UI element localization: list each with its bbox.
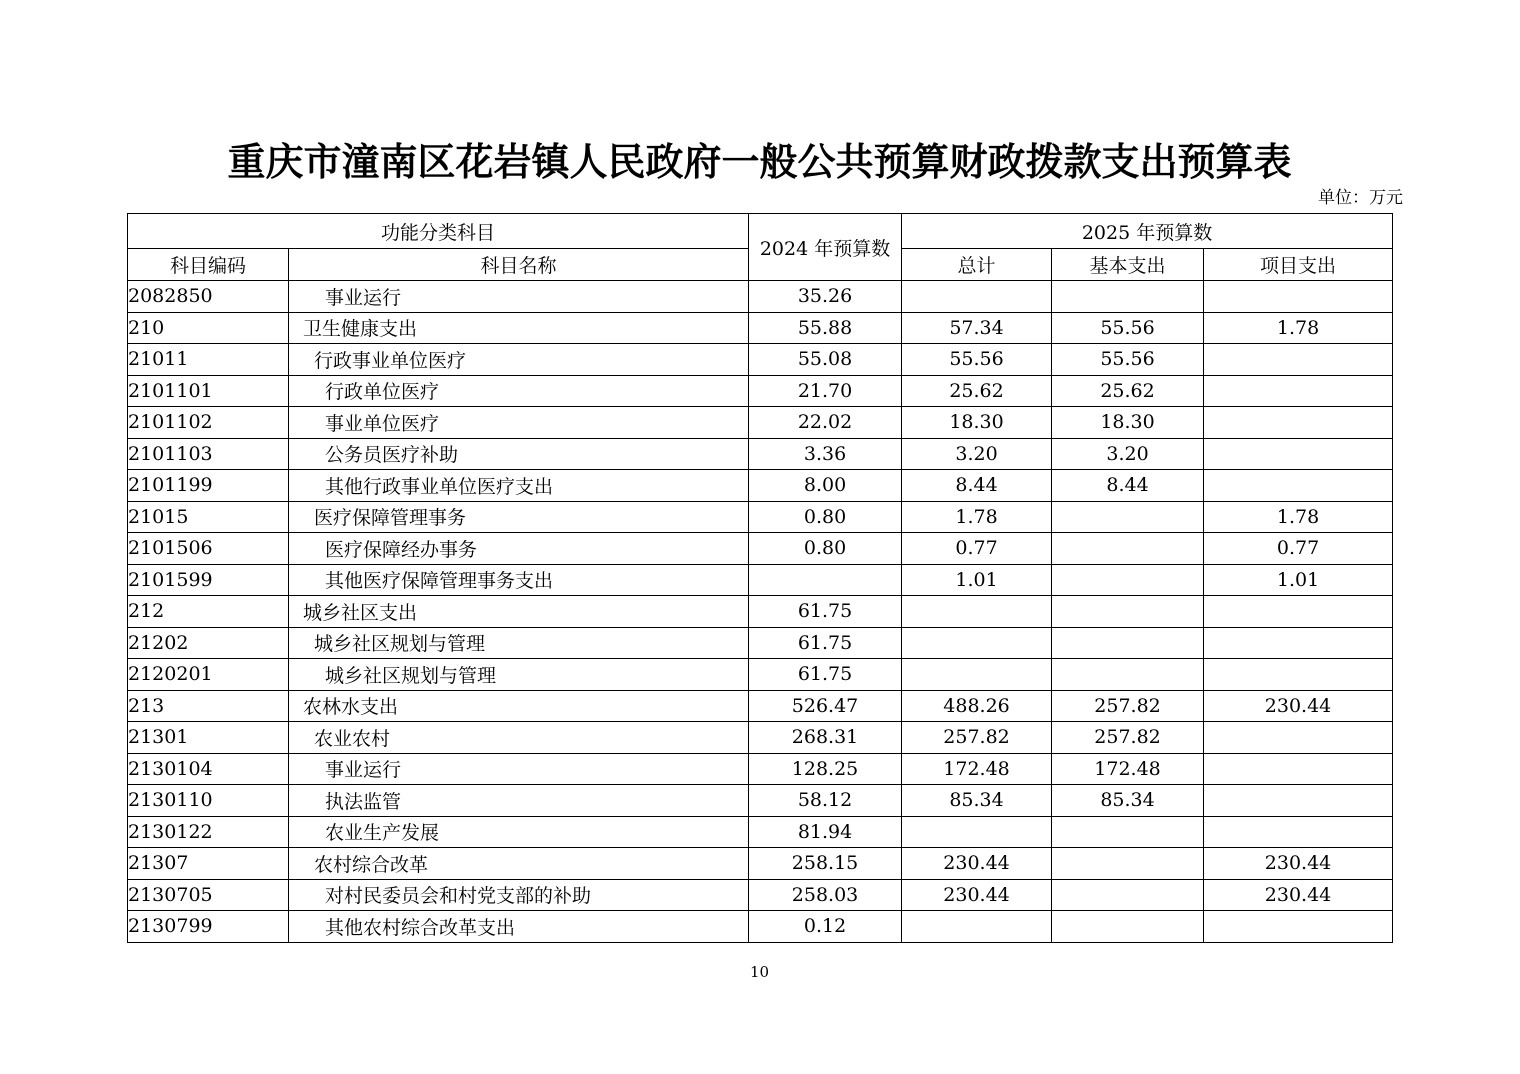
cell-basic-expenditure [1052, 879, 1204, 911]
cell-subject-name: 农村综合改革 [289, 848, 749, 880]
cell-budget-2024 [749, 564, 902, 596]
cell-project-expenditure: 1.78 [1204, 312, 1393, 344]
cell-project-expenditure [1204, 816, 1393, 848]
header-budget-2024: 2024 年预算数 [749, 214, 902, 281]
table-row [128, 470, 1393, 502]
cell-basic-expenditure: 257.82 [1052, 722, 1204, 754]
cell-total: 85.34 [902, 785, 1052, 817]
header-subject-code: 科目编码 [128, 249, 289, 281]
header-total: 总计 [902, 249, 1052, 281]
cell-budget-2024: 21.70 [749, 375, 902, 407]
cell-budget-2024: 8.00 [749, 470, 902, 502]
cell-total: 1.01 [902, 564, 1052, 596]
cell-project-expenditure [1204, 627, 1393, 659]
cell-subject-name: 执法监管 [289, 785, 749, 817]
table-row [128, 848, 1393, 880]
cell-basic-expenditure: 3.20 [1052, 438, 1204, 470]
cell-total: 0.77 [902, 533, 1052, 565]
cell-subject-name: 农业农村 [289, 722, 749, 754]
cell-project-expenditure: 1.78 [1204, 501, 1393, 533]
cell-subject-code: 2082850 [128, 281, 289, 313]
cell-total: 3.20 [902, 438, 1052, 470]
cell-budget-2024: 55.88 [749, 312, 902, 344]
cell-total [902, 816, 1052, 848]
cell-budget-2024: 3.36 [749, 438, 902, 470]
cell-basic-expenditure [1052, 533, 1204, 565]
cell-total: 55.56 [902, 344, 1052, 376]
cell-subject-name: 事业运行 [289, 753, 749, 785]
table-row [128, 312, 1393, 344]
cell-total: 172.48 [902, 753, 1052, 785]
table-header [128, 214, 1393, 281]
cell-subject-code: 21015 [128, 501, 289, 533]
cell-basic-expenditure: 55.56 [1052, 344, 1204, 376]
cell-basic-expenditure [1052, 659, 1204, 691]
cell-subject-name: 农林水支出 [289, 690, 749, 722]
cell-basic-expenditure: 25.62 [1052, 375, 1204, 407]
cell-basic-expenditure: 8.44 [1052, 470, 1204, 502]
cell-subject-code: 2101199 [128, 470, 289, 502]
cell-budget-2024: 61.75 [749, 627, 902, 659]
cell-budget-2024: 55.08 [749, 344, 902, 376]
cell-budget-2024: 61.75 [749, 596, 902, 628]
cell-subject-code: 213 [128, 690, 289, 722]
header-basic-expenditure: 基本支出 [1052, 249, 1204, 281]
cell-budget-2024: 0.80 [749, 501, 902, 533]
unit-label: 单位：万元 [1318, 188, 1403, 208]
cell-subject-code: 21011 [128, 344, 289, 376]
cell-project-expenditure [1204, 596, 1393, 628]
table-row [128, 785, 1393, 817]
cell-subject-name: 城乡社区支出 [289, 596, 749, 628]
table-row [128, 281, 1393, 313]
table-row [128, 816, 1393, 848]
cell-project-expenditure [1204, 438, 1393, 470]
cell-project-expenditure [1204, 344, 1393, 376]
cell-total: 8.44 [902, 470, 1052, 502]
cell-project-expenditure [1204, 785, 1393, 817]
table-row [128, 344, 1393, 376]
cell-project-expenditure: 0.77 [1204, 533, 1393, 565]
cell-project-expenditure: 230.44 [1204, 690, 1393, 722]
cell-total: 230.44 [902, 848, 1052, 880]
cell-project-expenditure: 230.44 [1204, 848, 1393, 880]
cell-project-expenditure [1204, 659, 1393, 691]
cell-total [902, 281, 1052, 313]
cell-subject-code: 21301 [128, 722, 289, 754]
cell-subject-code: 2130110 [128, 785, 289, 817]
cell-subject-name: 医疗保障管理事务 [289, 501, 749, 533]
table-row [128, 722, 1393, 754]
cell-subject-name: 公务员医疗补助 [289, 438, 749, 470]
cell-basic-expenditure [1052, 627, 1204, 659]
cell-basic-expenditure: 55.56 [1052, 312, 1204, 344]
cell-subject-code: 2101103 [128, 438, 289, 470]
cell-budget-2024: 58.12 [749, 785, 902, 817]
cell-budget-2024: 61.75 [749, 659, 902, 691]
table-row [128, 879, 1393, 911]
cell-subject-name: 其他农村综合改革支出 [289, 911, 749, 943]
cell-budget-2024: 0.80 [749, 533, 902, 565]
cell-basic-expenditure: 18.30 [1052, 407, 1204, 439]
cell-subject-code: 2101101 [128, 375, 289, 407]
cell-subject-code: 2130104 [128, 753, 289, 785]
cell-project-expenditure: 230.44 [1204, 879, 1393, 911]
table-row [128, 911, 1393, 943]
cell-project-expenditure: 1.01 [1204, 564, 1393, 596]
table-row [128, 501, 1393, 533]
cell-basic-expenditure [1052, 564, 1204, 596]
cell-budget-2024: 526.47 [749, 690, 902, 722]
cell-basic-expenditure [1052, 848, 1204, 880]
cell-total: 25.62 [902, 375, 1052, 407]
cell-project-expenditure [1204, 281, 1393, 313]
header-budget-2025-group: 2025 年预算数 [902, 214, 1393, 249]
cell-subject-name: 行政事业单位医疗 [289, 344, 749, 376]
cell-total: 1.78 [902, 501, 1052, 533]
table-row [128, 659, 1393, 691]
table-row [128, 753, 1393, 785]
cell-subject-name: 其他行政事业单位医疗支出 [289, 470, 749, 502]
cell-basic-expenditure [1052, 596, 1204, 628]
cell-project-expenditure [1204, 470, 1393, 502]
cell-total: 230.44 [902, 879, 1052, 911]
cell-project-expenditure [1204, 911, 1393, 943]
cell-total: 257.82 [902, 722, 1052, 754]
cell-budget-2024: 22.02 [749, 407, 902, 439]
cell-subject-name: 农业生产发展 [289, 816, 749, 848]
cell-budget-2024: 258.15 [749, 848, 902, 880]
cell-project-expenditure [1204, 753, 1393, 785]
cell-budget-2024: 258.03 [749, 879, 902, 911]
cell-project-expenditure [1204, 407, 1393, 439]
header-project-expenditure: 项目支出 [1204, 249, 1393, 281]
cell-budget-2024: 81.94 [749, 816, 902, 848]
cell-total [902, 659, 1052, 691]
budget-table [127, 213, 1393, 943]
cell-total [902, 596, 1052, 628]
cell-subject-name: 事业运行 [289, 281, 749, 313]
cell-subject-code: 2101506 [128, 533, 289, 565]
cell-basic-expenditure [1052, 281, 1204, 313]
cell-budget-2024: 128.25 [749, 753, 902, 785]
cell-total [902, 911, 1052, 943]
cell-subject-code: 2130705 [128, 879, 289, 911]
cell-subject-name: 卫生健康支出 [289, 312, 749, 344]
cell-basic-expenditure [1052, 816, 1204, 848]
cell-basic-expenditure: 257.82 [1052, 690, 1204, 722]
table-row [128, 690, 1393, 722]
cell-subject-name: 事业单位医疗 [289, 407, 749, 439]
cell-subject-code: 212 [128, 596, 289, 628]
cell-subject-code: 210 [128, 312, 289, 344]
cell-budget-2024: 0.12 [749, 911, 902, 943]
cell-subject-name: 城乡社区规划与管理 [289, 627, 749, 659]
cell-subject-code: 2130122 [128, 816, 289, 848]
cell-subject-code: 2101599 [128, 564, 289, 596]
page-title: 重庆市潼南区花岩镇人民政府一般公共预算财政拨款支出预算表 [227, 139, 1292, 184]
cell-subject-code: 2120201 [128, 659, 289, 691]
cell-subject-name: 城乡社区规划与管理 [289, 659, 749, 691]
table-body [128, 281, 1393, 943]
cell-subject-code: 2130799 [128, 911, 289, 943]
cell-basic-expenditure: 85.34 [1052, 785, 1204, 817]
cell-subject-code: 2101102 [128, 407, 289, 439]
cell-project-expenditure [1204, 722, 1393, 754]
cell-basic-expenditure [1052, 501, 1204, 533]
cell-basic-expenditure: 172.48 [1052, 753, 1204, 785]
header-subject-name: 科目名称 [289, 249, 749, 281]
cell-total: 18.30 [902, 407, 1052, 439]
cell-budget-2024: 35.26 [749, 281, 902, 313]
cell-total: 57.34 [902, 312, 1052, 344]
cell-project-expenditure [1204, 375, 1393, 407]
table-row [128, 596, 1393, 628]
cell-subject-name: 其他医疗保障管理事务支出 [289, 564, 749, 596]
table-row [128, 438, 1393, 470]
cell-total: 488.26 [902, 690, 1052, 722]
table-row [128, 375, 1393, 407]
cell-subject-code: 21307 [128, 848, 289, 880]
cell-total [902, 627, 1052, 659]
table-row [128, 407, 1393, 439]
page-number: 10 [749, 963, 770, 981]
cell-subject-code: 21202 [128, 627, 289, 659]
table-row [128, 564, 1393, 596]
header-function-group: 功能分类科目 [128, 214, 749, 249]
table-row [128, 627, 1393, 659]
cell-basic-expenditure [1052, 911, 1204, 943]
cell-subject-name: 对村民委员会和村党支部的补助 [289, 879, 749, 911]
cell-subject-name: 医疗保障经办事务 [289, 533, 749, 565]
table-row [128, 533, 1393, 565]
cell-budget-2024: 268.31 [749, 722, 902, 754]
cell-subject-name: 行政单位医疗 [289, 375, 749, 407]
